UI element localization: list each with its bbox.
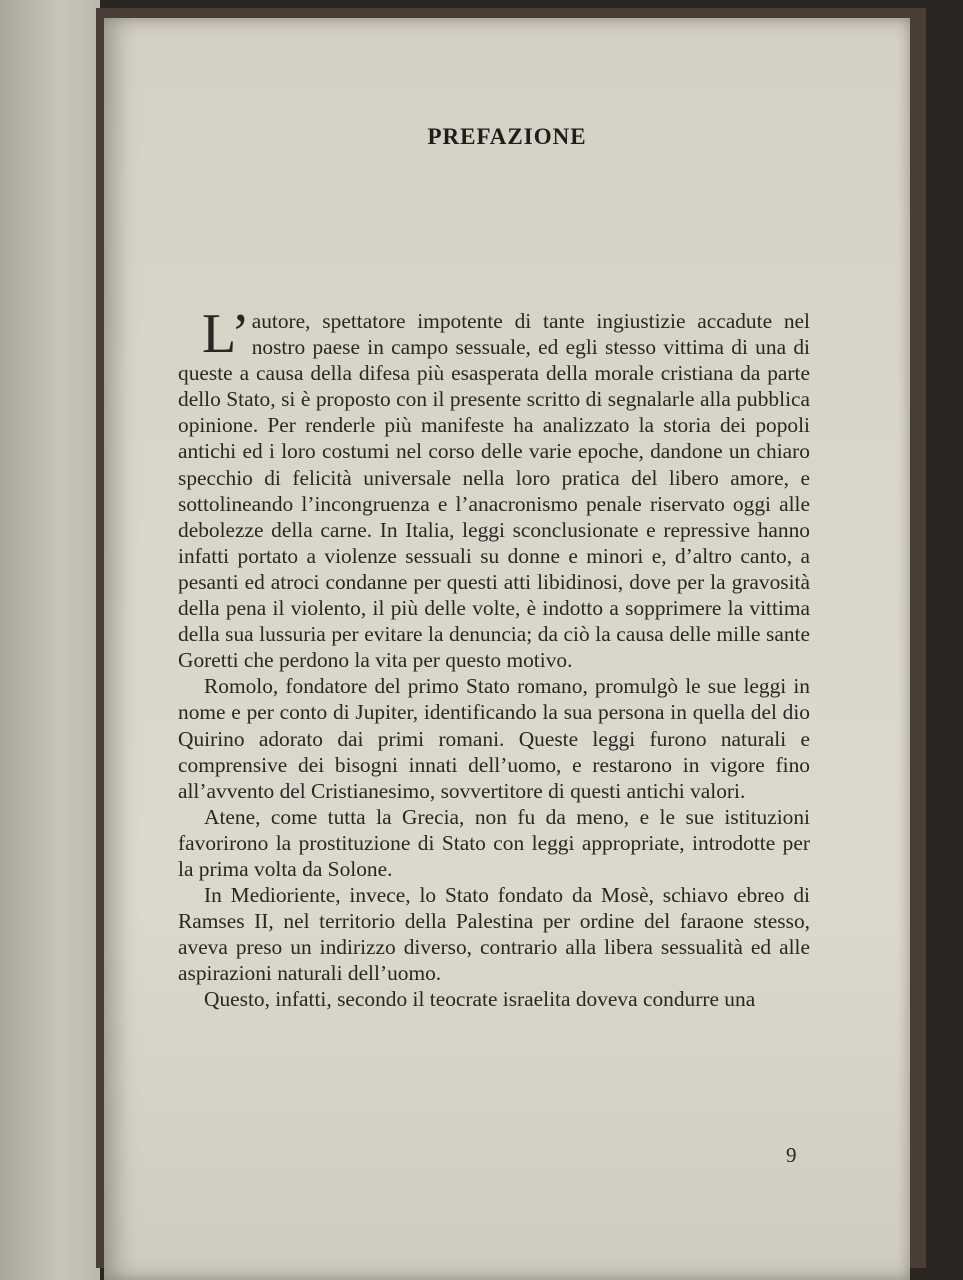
book-page: [104, 18, 910, 1280]
paragraph-2: Romolo, fondatore del primo Stato romano, promulgò le sue leggi in nome e per conto di Jupiter, identificando la sua persona in quella del dio Quirino adorato dai primi romani. Queste leggi furono naturali e comprensive dei bisogni innati dell’uomo, e restarono in vigore fino all’avvento del Cristianesimo, sovvertitore di questi antichi valori.: [178, 674, 810, 803]
paragraph-5: Questo, infatti, secondo il teocrate israelita doveva condurre una: [204, 987, 756, 1012]
paragraph-1: [178, 303, 810, 673]
page-title: PREFAZIONE: [427, 124, 587, 149]
previous-page-edge: [0, 0, 100, 1280]
drop-cap: L’: [202, 303, 250, 365]
paragraph-3: Atene, come tutta la Grecia, non fu da meno, e le sue istituzioni favorirono la prostituzione di Stato con leggi appropriate, introdotte per la prima volta da Solone.: [178, 804, 810, 881]
body-text: [178, 303, 810, 1013]
paragraph-4: In Medioriente, invece, lo Stato fondato da Mosè, schiavo ebreo di Ramses II, nel territorio della Palestina per ordine del faraone stesso, aveva preso un indirizzo diverso, contrario alla libera sessualità ed alle aspirazioni naturali dell’uomo.: [178, 883, 810, 986]
page-number: 9: [786, 1143, 797, 1167]
paragraph-text: autore, spettatore impotente di tante ingiustizie accadute nel nostro paese in campo sessuale, ed egli stesso vittima di una di queste a causa della difesa più esasperata della morale cristiana da parte dello Stato, si è proposto con il presente scritto di segnalarle alla pubblica opinione. Per renderle più manifeste ha analizzato la storia dei popoli antichi ed i loro costumi nel corso delle varie epoche, dandone un chiaro specchio di felicità universale nella loro pratica del libero amore, e sottolineando l’incongruenza e l’anacronismo penale riservato oggi alle debolezze della carne. In Italia, leggi sconclusionate e repressive hanno infatti portato a violenze sessuali su donne e minori e, d’altro canto, a pesanti ed atroci condanne per questi atti libidinosi, dove per la gravosità della pena il violento, il più delle volte, è indotto a sopprimere la vittima della sua lussuria per evitare la denuncia; da ciò la causa delle mille sante Goretti che perdono la vita per questo motivo.: [178, 309, 810, 673]
